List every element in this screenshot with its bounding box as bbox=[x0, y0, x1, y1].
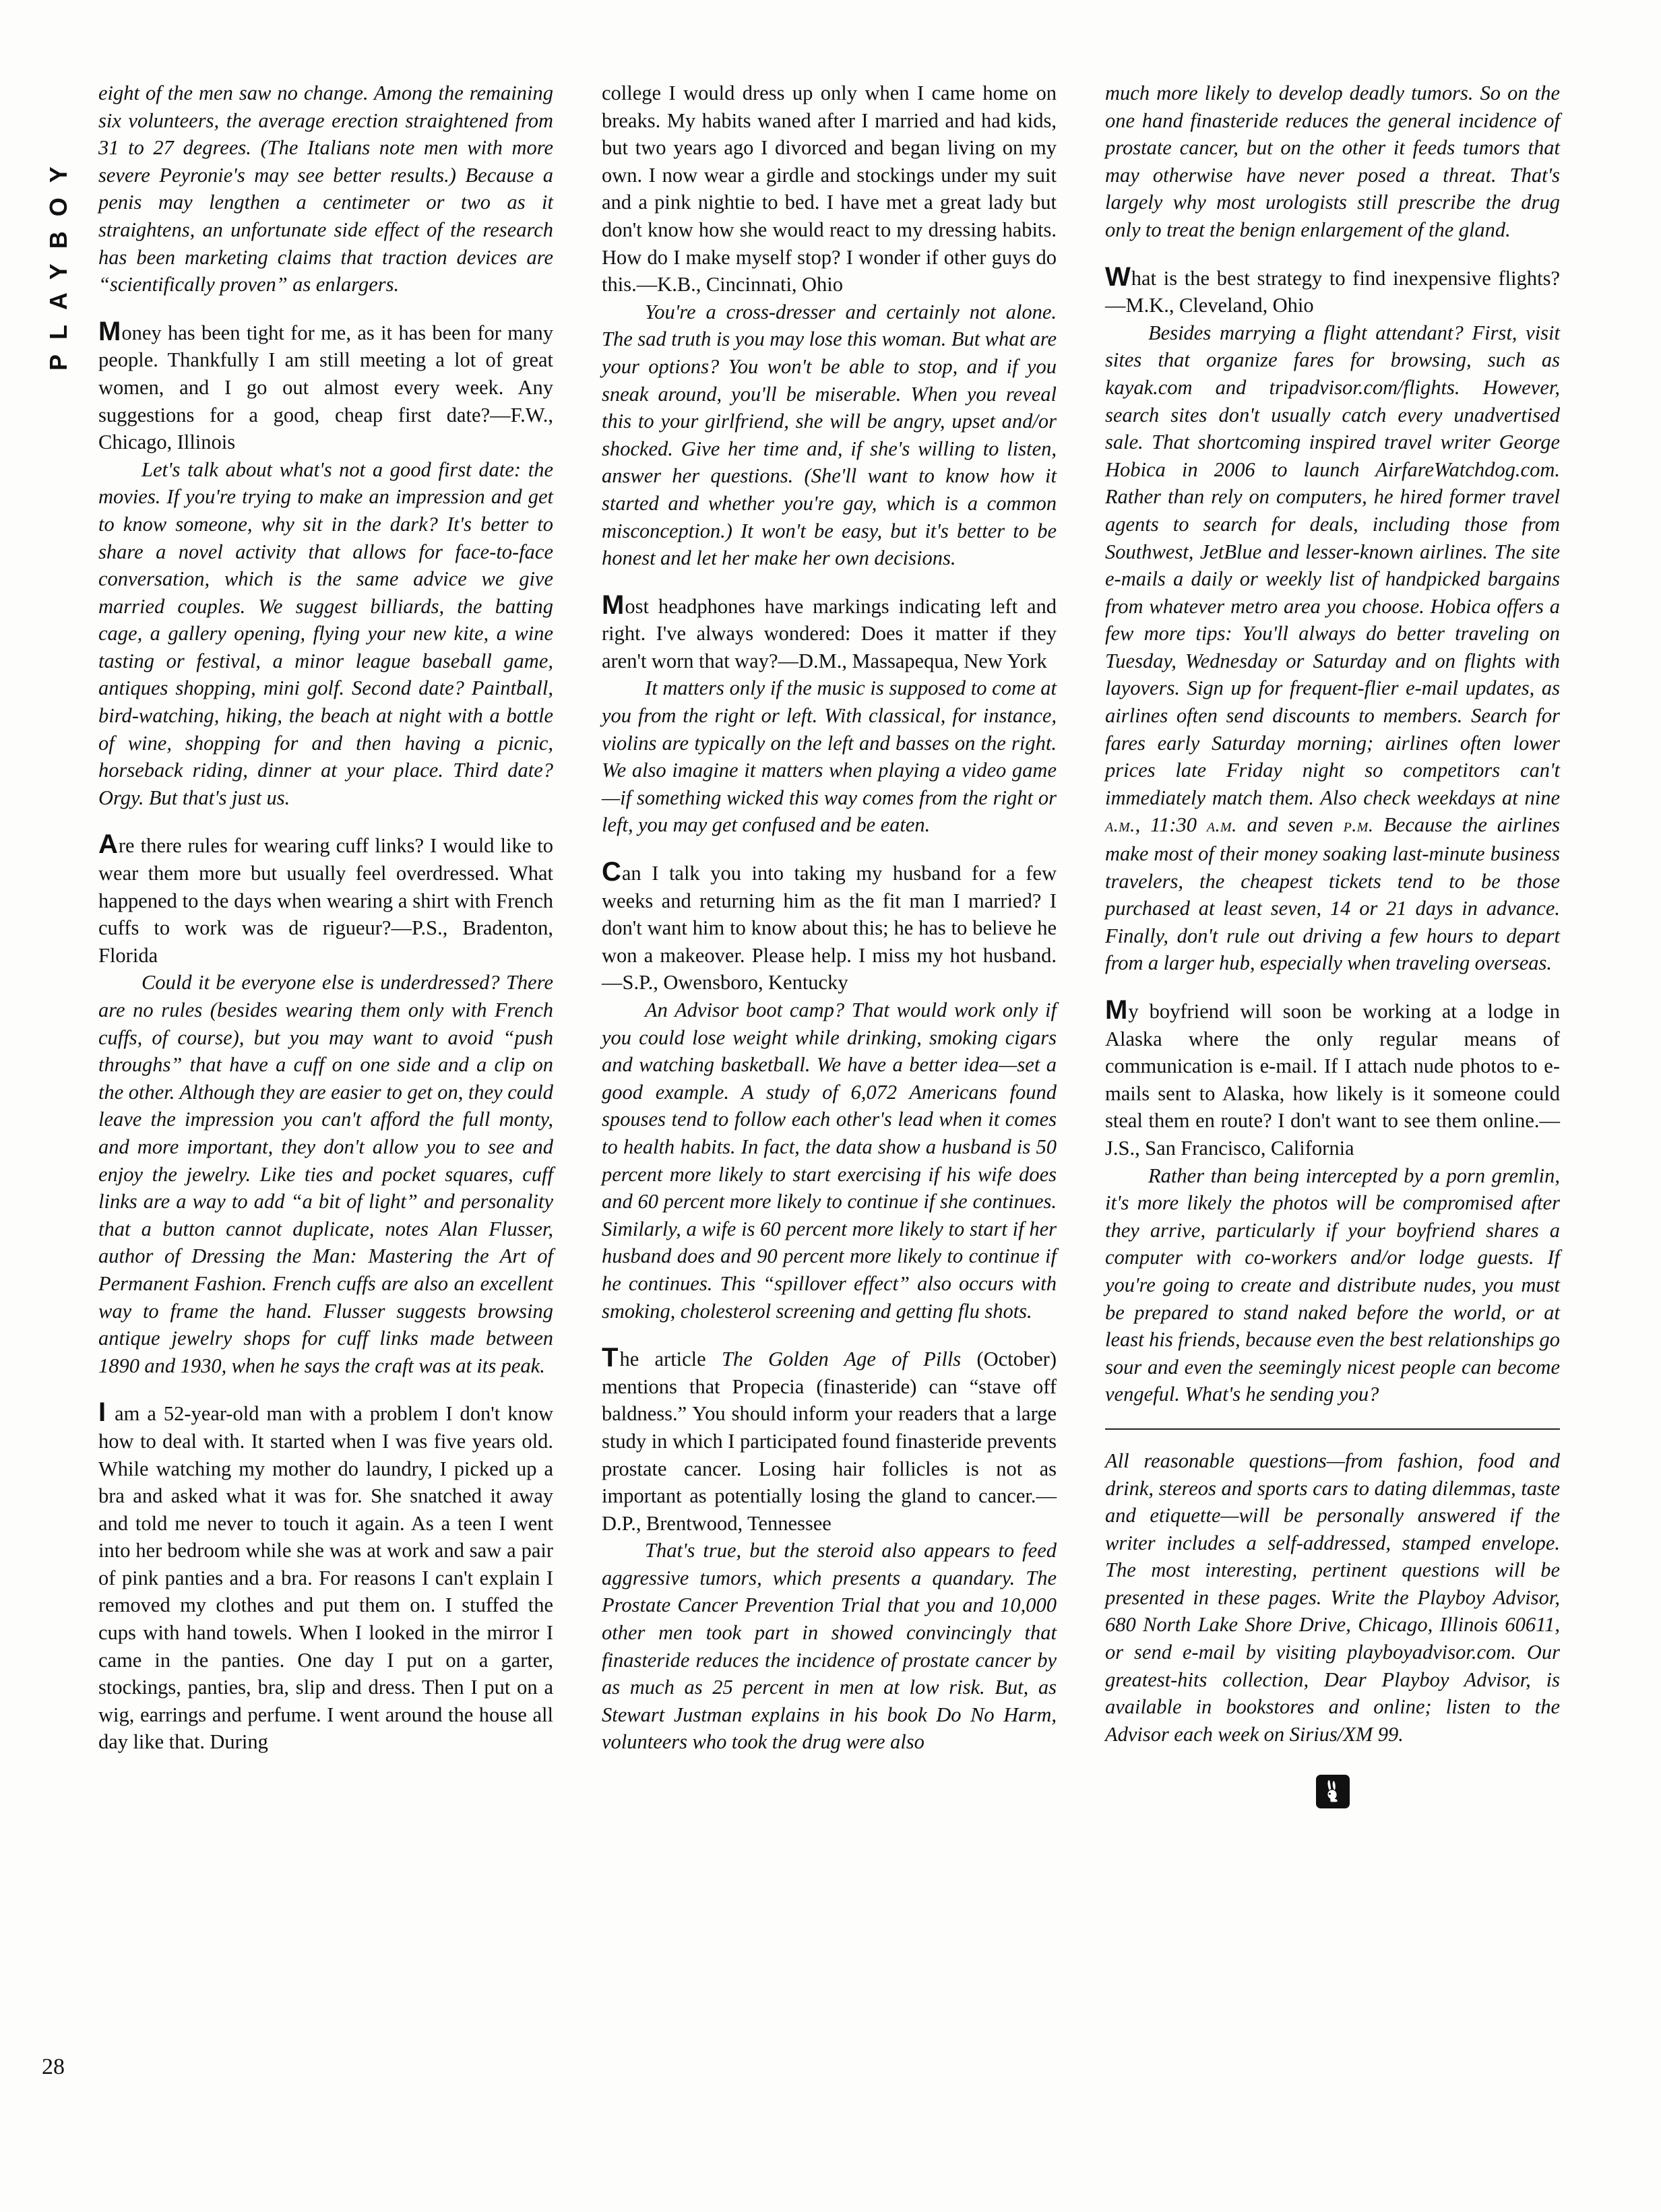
answer-paragraph: Could it be everyone else is underdressed? There are no rules (besides wearing them only with French cuffs, of course), but you may want to avoid “push throughs” that have a cuff on one side and a clip on the other. Although they are easier to get on, they could leave the impression you can't afford the full monty, and more important, they don't allow you to see and enjoy the jewelry. Like ties and pocket squares, cuff links are a way to add “a bit of light” and personality that a button cannot duplicate, notes Alan Flusser, author of Dressing the Man: Mastering the Art of Permanent Fashion. French cuffs are also an excellent way to frame the hand. Flusser suggests browsing antique jewelry shops for cuff links made between 1890 and 1930, when he says the craft was at its peak. bbox=[98, 971, 553, 1377]
masthead-label: PLAYBOY bbox=[44, 152, 72, 371]
drop-cap-initial: A bbox=[98, 829, 118, 860]
answer-paragraph-continued: eight of the men saw no change. Among the remaining six volunteers, the average erection straightened from 31 to 27 degrees. (The Italians note men with more severe Peyronie's may see better results.) Because a penis may lengthen a centimeter or two as it straightens, an unfortunate side effect of the research has been marketing claims that traction devices are “scientifically proven” as enlargers. bbox=[98, 82, 553, 296]
drop-cap-initial: W bbox=[1105, 261, 1131, 292]
question-paragraph bbox=[1105, 995, 1560, 1162]
answer-text-part: , 11:30 bbox=[1135, 813, 1207, 837]
question-text: y boyfriend will soon be working at a lodge in Alaska where the only regular means of communication is e-mail. If I attach nude photos to e-mails sent to Alaska, how likely is it someone could steal them en route? I don't want to see them online.—J.S., San Francisco, California bbox=[1105, 1000, 1560, 1160]
article-columns bbox=[98, 80, 1561, 2108]
answer-text-part: Because the airlines make most of their money soaking last-minute business travelers, the cheapest tickets tend to be those purchased at least seven, 14 or 21 days in advance. Finally, don't rule out driving a few hours to depart from a larger hub, especially when traveling overseas. bbox=[1105, 813, 1560, 975]
drop-cap-initial: M bbox=[602, 590, 625, 620]
smallcaps-pm: p.m. bbox=[1343, 815, 1374, 837]
question-text-part: he article bbox=[619, 1348, 722, 1371]
question-text: an I talk you into taking my husband for a few weeks and returning him as the fit man I married? I don't want him to know about this; he has to believe he won a makeover. Please help. I miss my hot husband.—S.P., Owensboro, Kentucky bbox=[602, 862, 1057, 994]
answer-text-part: Besides marrying a flight attendant? First, visit sites that organize fares for browsing, such as kayak.com and tripadvisor.com/flights. However, search sites don't usually catch every unadvertised sale. That shortcoming inspired travel writer George Hobica in 2006 to launch AirfareWatchdog.com. Rather than rely on computers, he hired former travel agents to search for deals, including those from Southwest, JetBlue and lesser-known airlines. The site e-mails a daily or weekly list of handpicked bargains from whatever metro area you choose. Hobica offers a few more tips: You'll always do better traveling on Tuesday, Wednesday or Saturday and on flights with layovers. Sign up for frequent-flier e-mail updates, as airlines often send discounts to members. Search for fares early Saturday morning; airlines often lower prices late Friday night so competitors can't immediately match them. Also check weekdays at nine bbox=[1105, 321, 1560, 809]
question-paragraph bbox=[1105, 261, 1560, 319]
column-3 bbox=[1105, 80, 1560, 2108]
answer-paragraph: Let's talk about what's not a good first date: the movies. If you're trying to make an impression and get to know someone, why sit in the dark? It's better to share a novel activity that allows for face-to-face conversation, which is the same advice we give married couples. We suggest billiards, the batting cage, a gallery opening, flying your new kite, a wine tasting or festival, a minor league baseball game, antiques shopping, mini golf. Second date? Paintball, bird-watching, hiking, the beach at night with a bottle of wine, shopping for and then having a picnic, horseback riding, dinner at your place. Third date? Orgy. But that's just us. bbox=[98, 457, 553, 809]
question-paragraph bbox=[98, 829, 553, 969]
rabbit-head-logo bbox=[1316, 1775, 1350, 1808]
question-text: ost headphones have markings indicating left and right. I've always wondered: Does it matter if they aren't worn that way?—D.M., Massapequa, New York bbox=[602, 594, 1057, 672]
drop-cap-initial: I bbox=[98, 1397, 107, 1428]
smallcaps-am: a.m. bbox=[1206, 815, 1237, 837]
question-paragraph bbox=[98, 1397, 553, 1756]
question-text: re there rules for wearing cuff links? I would like to wear them more but usually feel overdressed. What happened to the days when wearing a shirt with French cuffs to work was de rigueur?—P.S., Bradenton, Florida bbox=[98, 834, 553, 967]
answer-paragraph: An Advisor boot camp? That would work only if you could lose weight while drinking, smoking cigars and watching basketball. We have a better idea—set a good example. A study of 6,072 Americans found spouses tend to follow each other's lead when it comes to health habits. In fact, the data show a husband is 50 percent more likely to start exercising if his wife does and 60 percent more likely to continue if she continues. Similarly, a wife is 60 percent more likely to start if her husband does and 90 percent more likely to continue if he continues. This “spillover effect” also occurs with smoking, cholesterol screening and getting flu shots. bbox=[602, 999, 1057, 1323]
article-title-cited: The Golden Age of Pills bbox=[721, 1348, 962, 1371]
vertical-masthead bbox=[39, 81, 80, 377]
drop-cap-initial: M bbox=[1105, 995, 1128, 1025]
question-text: oney has been tight for me, as it has been for many people. Thankfully I am still meeting a lot of great women, and I go out almost every week. Any suggestions for a good, cheap first date?—F.W., Chicago, Illinois bbox=[98, 321, 553, 454]
smallcaps-am: a.m. bbox=[1105, 815, 1135, 837]
answer-paragraph bbox=[1105, 319, 1560, 977]
section-divider-rule bbox=[1105, 1428, 1560, 1430]
drop-cap-initial: C bbox=[602, 857, 621, 887]
drop-cap-initial: M bbox=[98, 316, 121, 346]
question-text: hat is the best strategy to find inexpensive flights?—M.K., Cleveland, Ohio bbox=[1105, 266, 1560, 317]
question-paragraph-continued: college I would dress up only when I came home on breaks. My habits waned after I married and had kids, but two years ago I divorced and began living on my own. I now wear a girdle and stockings under my suit and a pink nightie to bed. I have met a great lady but don't know how she would react to my dressing habits. How do I make myself stop? I wonder if other guys do this.—K.B., Cincinnati, Ohio bbox=[602, 82, 1057, 296]
question-text: am a 52-year-old man with a problem I don't know how to deal with. It started when I was five years old. While watching my mother do laundry, I picked up a bra and asked what it was for. She snatched it away and told me never to touch it again. As a teen I went into her bedroom while she was at work and saw a pair of pink panties and a bra. For reasons I can't explain I removed my clothes and put them on. I stuffed the cups with hand towels. When I looked in the mirror I came in the panties. One day I put on a garter, stockings, panties, bra, slip and dress. Then I put on a wig, earrings and perfume. I went around the house all day like that. During bbox=[98, 1402, 553, 1754]
page-number: 28 bbox=[42, 2054, 65, 2079]
logo-container bbox=[1105, 1775, 1560, 1808]
answer-paragraph: You're a cross-dresser and certainly not alone. The sad truth is you may lose this woman. But what are your options? You won't be able to stop, and if you sneak around, you'll be miserable. When you reveal this to your girlfriend, she will be angry, upset and/or shocked. Give her time and, if she's willing to listen, answer her questions. (She'll want to know how it started and whether you're gay, which is a common misconception.) It won't be easy, but it's better to be honest and let her make her own decisions. bbox=[602, 300, 1057, 570]
answer-paragraph: It matters only if the music is supposed to come at you from the right or left. With classical, for instance, violins are typically on the left and basses on the right. We also imagine it matters when playing a video game—if something wicked this way comes from the right or left, you may get confused and be eaten. bbox=[602, 676, 1057, 837]
question-text-part: (October) mentions that Propecia (finasteride) can “stave off baldness.” You should inform your readers that a large study in which I participated found finasteride prevents prostate cancer. Losing hair follicles is not as important as potentially losing the gland to cancer.—D.P., Brentwood, Tennessee bbox=[602, 1348, 1057, 1535]
answer-paragraph: Rather than being intercepted by a porn gremlin, it's more likely the photos will be compromised after they arrive, particularly if your boyfriend shares a computer with co-workers and/or lodge guests. If you're going to create and distribute nudes, you must be prepared to stand naked before the world, or at least his friends, because even the best relationships go sour and even the seemingly nicest people can become vengeful. What's he sending you? bbox=[1105, 1164, 1560, 1406]
submission-boilerplate: All reasonable questions—from fashion, food and drink, stereos and sports cars to dating dilemmas, taste and etiquette—will be personally answered if the writer includes a self-addressed, stamped envelope. The most interesting, pertinent questions will be presented in these pages. Write the Playboy Advisor, 680 North Lake Shore Drive, Chicago, Illinois 60611, or send e-mail by visiting playboyadvisor.com. Our greatest-hits collection, Dear Playboy Advisor, is available in bookstores and online; listen to the Advisor each week on Sirius/XM 99. bbox=[1105, 1449, 1560, 1746]
drop-cap-initial: T bbox=[602, 1343, 619, 1373]
question-paragraph bbox=[602, 857, 1057, 997]
column-1 bbox=[98, 80, 553, 2108]
column-2 bbox=[602, 80, 1057, 2108]
question-paragraph bbox=[98, 316, 553, 456]
answer-paragraph-continued: much more likely to develop deadly tumors. So on the one hand finasteride reduces the general incidence of prostate cancer, but on the other it feeds tumors that may otherwise have never posed a threat. That's largely why most urologists still prescribe the drug only to treat the benign enlargement of the gland. bbox=[1105, 82, 1560, 241]
answer-paragraph: That's true, but the steroid also appears to feed aggressive tumors, which presents a quandary. The Prostate Cancer Prevention Trial that you and 10,000 other men took part in showed convincingly that finasteride reduces the incidence of prostate cancer by as much as 25 percent in men at low risk. But, as Stewart Justman explains in his book Do No Harm, volunteers who took the drug were also bbox=[602, 1539, 1057, 1754]
question-paragraph bbox=[602, 590, 1057, 675]
answer-text-part: and seven bbox=[1236, 813, 1344, 837]
question-paragraph bbox=[602, 1343, 1057, 1537]
